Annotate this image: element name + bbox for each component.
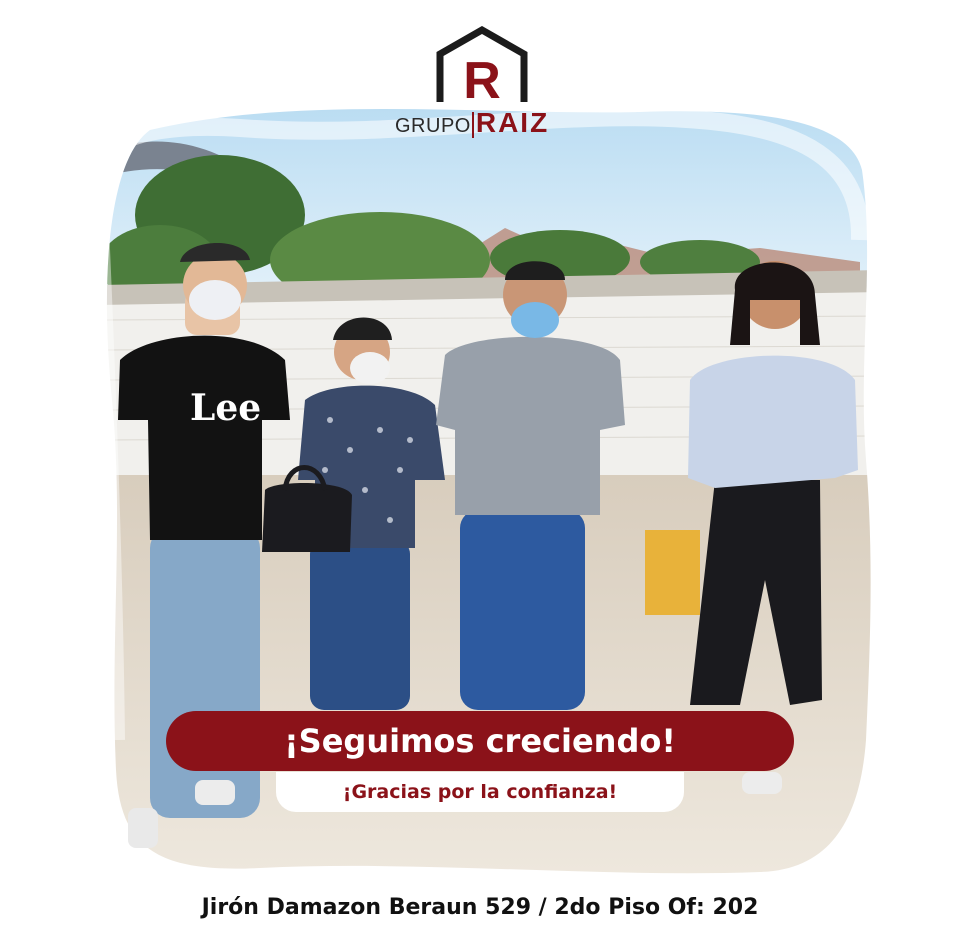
address-footer: Jirón Damazon Beraun 529 / 2do Piso Of: 202 xyxy=(201,895,759,920)
logo-word-grupo: GRUPO xyxy=(395,115,471,137)
logo-wordmark xyxy=(395,108,570,143)
subheadline-banner: ¡Gracias por la confianza! xyxy=(276,772,684,812)
headline-banner: ¡Seguimos creciendo! xyxy=(166,711,794,771)
lee-shirt-text: Lee xyxy=(190,387,262,429)
logo-mark-letter: R xyxy=(463,52,501,110)
logo-divider xyxy=(472,112,474,138)
grupo-raiz-logo xyxy=(395,26,570,141)
logo-word-raiz: RAIZ xyxy=(475,107,550,138)
